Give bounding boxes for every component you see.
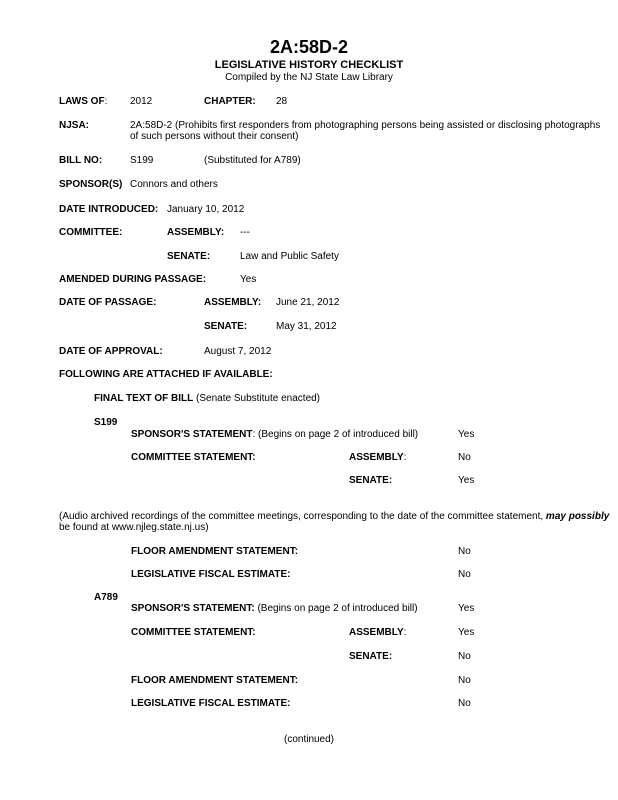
s199-fiscal-value: No (458, 569, 471, 580)
njsa-line-1: 2A:58D-2 (Prohibits first responders from photographing persons being assisted or disclosing photographs (130, 120, 601, 131)
s199-floor-label: FLOOR AMENDMENT STATEMENT: (131, 546, 299, 557)
a789-sponsor-statement: SPONSOR'S STATEMENT: (Begins on page 2 of introduced bill) (131, 603, 418, 614)
s199-committee-senate-label: SENATE: (349, 475, 393, 486)
a789-committee-assembly-value: Yes (458, 627, 475, 638)
amended-value: Yes (240, 274, 257, 285)
continued-note: (continued) (283, 734, 335, 745)
passage-assembly-value: June 21, 2012 (276, 297, 340, 308)
a789-committee-label: COMMITTEE STATEMENT: (131, 627, 256, 638)
a789-committee-senate-value: No (458, 651, 471, 662)
date-introduced-label: DATE INTRODUCED: (59, 204, 159, 215)
a789-committee-senate-label: SENATE: (349, 651, 393, 662)
s199-committee-label: COMMITTEE STATEMENT: (131, 452, 256, 463)
committee-assembly-value: --- (240, 227, 250, 238)
final-text-line: FINAL TEXT OF BILL (Senate Substitute enacted) (94, 393, 321, 404)
s199-sponsor-value: Yes (458, 429, 475, 440)
chapter-label: CHAPTER: (204, 96, 256, 107)
s199-floor-value: No (458, 546, 471, 557)
bill-no-value: S199 (130, 155, 154, 166)
passage-senate-value: May 31, 2012 (276, 321, 337, 332)
checklist-title: LEGISLATIVE HISTORY CHECKLIST (214, 59, 404, 71)
audio-note-line-1: (Audio archived recordings of the committee meetings, corresponding to the date of the committee statement, may possibly (59, 511, 610, 522)
a789-fiscal-value: No (458, 698, 471, 709)
committee-senate-label: SENATE: (167, 251, 211, 262)
amended-label: AMENDED DURING PASSAGE: (59, 274, 207, 285)
committee-senate-value: Law and Public Safety (240, 251, 339, 262)
s199-sponsor-statement: SPONSOR'S STATEMENT: (Begins on page 2 of introduced bill) (131, 429, 419, 440)
a789-floor-value: No (458, 675, 471, 686)
date-introduced-value: January 10, 2012 (167, 204, 245, 215)
sponsors-label: SPONSOR(S) (59, 179, 123, 190)
approval-value: August 7, 2012 (204, 346, 272, 357)
a789-floor-label: FLOOR AMENDMENT STATEMENT: (131, 675, 299, 686)
chapter-value: 28 (276, 96, 288, 107)
laws-of-label: LAWS OF: (59, 96, 108, 107)
a789-bill-label: A789 (94, 592, 118, 603)
njsa-label: NJSA: (59, 120, 90, 131)
a789-sponsor-value: Yes (458, 603, 475, 614)
sponsors-value: Connors and others (130, 179, 218, 190)
s199-committee-senate-value: Yes (458, 475, 475, 486)
committee-assembly-label: ASSEMBLY: (167, 227, 225, 238)
laws-of-value: 2012 (130, 96, 153, 107)
passage-label: DATE OF PASSAGE: (59, 297, 157, 308)
a789-committee-assembly-label: ASSEMBLY: (349, 627, 407, 638)
passage-senate-label: SENATE: (204, 321, 248, 332)
a789-fiscal-label: LEGISLATIVE FISCAL ESTIMATE: (131, 698, 291, 709)
passage-assembly-label: ASSEMBLY: (204, 297, 262, 308)
statute-code: 2A:58D-2 (269, 37, 349, 57)
audio-note-line-2: be found at www.njleg.state.nj.us) (59, 522, 209, 533)
s199-committee-assembly-label: ASSEMBLY: (349, 452, 407, 463)
s199-fiscal-label: LEGISLATIVE FISCAL ESTIMATE: (131, 569, 291, 580)
attached-heading: FOLLOWING ARE ATTACHED IF AVAILABLE: (59, 369, 273, 380)
njsa-line-2: of such persons without their consent) (130, 131, 299, 142)
s199-committee-assembly-value: No (458, 452, 471, 463)
approval-label: DATE OF APPROVAL: (59, 346, 163, 357)
s199-bill-label: S199 (94, 417, 118, 428)
compiled-by: Compiled by the NJ State Law Library (225, 72, 393, 83)
bill-substitute-note: (Substituted for A789) (204, 155, 301, 166)
bill-no-label: BILL NO: (59, 155, 103, 166)
committee-label: COMMITTEE: (59, 227, 123, 238)
